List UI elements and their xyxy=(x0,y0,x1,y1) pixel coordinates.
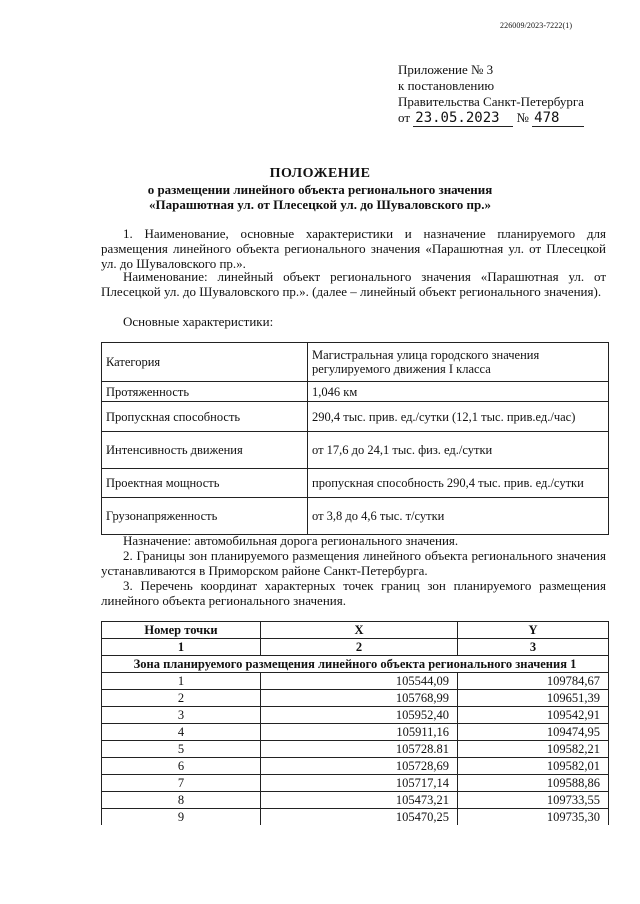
table-row xyxy=(102,741,609,758)
point-number: 1 xyxy=(102,673,261,690)
table-row xyxy=(102,382,609,402)
char-label: Категория xyxy=(102,343,308,382)
coordinates-table xyxy=(101,621,609,825)
coord-x: 105728,69 xyxy=(261,758,458,775)
coord-y: 109588,86 xyxy=(458,775,609,792)
from-label: от xyxy=(398,110,411,125)
point-number: 7 xyxy=(102,775,261,792)
coord-x: 105911,16 xyxy=(261,724,458,741)
table-row xyxy=(102,402,609,432)
coord-x: 105952,40 xyxy=(261,707,458,724)
table-row xyxy=(102,758,609,775)
subheader-cell: 2 xyxy=(261,639,458,656)
subheader-cell: 1 xyxy=(102,639,261,656)
point-number: 2 xyxy=(102,690,261,707)
paragraph-6: 3. Перечень координат характерных точек границ зон планируемого размещения линейного объекта регионального значения. xyxy=(101,578,606,608)
char-value: от 3,8 до 4,6 тыс. т/сутки xyxy=(308,498,609,535)
char-value: пропускная способность 290,4 тыс. прив. ед./сутки xyxy=(308,469,609,498)
char-label: Протяженность xyxy=(102,382,308,402)
point-number: 8 xyxy=(102,792,261,809)
table-row xyxy=(102,775,609,792)
char-value: 1,046 км xyxy=(308,382,609,402)
coord-x: 105768,99 xyxy=(261,690,458,707)
title-line-3: «Парашютная ул. от Плесецкой ул. до Шуваловского пр.» xyxy=(149,197,491,212)
char-label: Интенсивность движения xyxy=(102,432,308,469)
coord-y: 109651,39 xyxy=(458,690,609,707)
coord-x: 105473,21 xyxy=(261,792,458,809)
coord-y: 109474,95 xyxy=(458,724,609,741)
decree-date: 23.05.2023 xyxy=(413,110,513,127)
table-row xyxy=(102,707,609,724)
table-row xyxy=(102,792,609,809)
coord-x: 105470,25 xyxy=(261,809,458,826)
coord-y: 109733,55 xyxy=(458,792,609,809)
coord-x: 105544,09 xyxy=(261,673,458,690)
point-number: 4 xyxy=(102,724,261,741)
char-value: от 17,6 до 24,1 тыс. физ. ед./сутки xyxy=(308,432,609,469)
appendix-line-1: Приложение № 3 xyxy=(398,62,494,77)
header-x: X xyxy=(261,622,458,639)
table-row xyxy=(102,690,609,707)
appendix-line-2: к постановлению xyxy=(398,78,495,93)
table-row xyxy=(102,498,609,535)
point-number: 3 xyxy=(102,707,261,724)
characteristics-table xyxy=(101,342,609,535)
decree-number: 478 xyxy=(532,110,584,127)
subheader-row xyxy=(102,639,609,656)
header-row xyxy=(102,622,609,639)
coord-y: 109784,67 xyxy=(458,673,609,690)
table-row xyxy=(102,469,609,498)
appendix-block xyxy=(398,62,584,127)
coord-x: 105717,14 xyxy=(261,775,458,792)
point-number: 6 xyxy=(102,758,261,775)
table-row xyxy=(102,809,609,826)
header-point-number: Номер точки xyxy=(102,622,261,639)
subheader-cell: 3 xyxy=(458,639,609,656)
title-line-2: о размещении линейного объекта регионального значения xyxy=(147,182,493,197)
document-number: 226009/2023-7222(1) xyxy=(500,21,573,30)
table-row xyxy=(102,343,609,382)
header-y: Y xyxy=(458,622,609,639)
coord-x: 105728.81 xyxy=(261,741,458,758)
char-label: Грузонапряженность xyxy=(102,498,308,535)
coord-y: 109542,91 xyxy=(458,707,609,724)
coord-y: 109582,21 xyxy=(458,741,609,758)
char-value: 290,4 тыс. прив. ед./сутки (12,1 тыс. прив.ед./час) xyxy=(308,402,609,432)
char-label: Проектная мощность xyxy=(102,469,308,498)
paragraph-2: Наименование: линейный объект регионального значения «Парашютная ул. от Плесецкой ул. до Шуваловского пр.». (далее – линейный объект регионального значения). xyxy=(101,269,606,299)
paragraph-1: 1. Наименование, основные характеристики и назначение планируемого для размещения линейного объекта регионального значения «Парашютная ул. от Плесецкой ул. до Шуваловского пр.». xyxy=(101,226,606,271)
point-number: 5 xyxy=(102,741,261,758)
title-main: ПОЛОЖЕНИЕ xyxy=(269,166,371,181)
coord-y: 109735,30 xyxy=(458,809,609,826)
paragraph-3: Основные характеристики: xyxy=(123,314,274,329)
document-title xyxy=(0,166,640,212)
zone-row xyxy=(102,656,609,673)
zone-title: Зона планируемого размещения линейного объекта регионального значения 1 xyxy=(102,656,609,673)
table-row xyxy=(102,673,609,690)
table-row xyxy=(102,724,609,741)
paragraph-5: 2. Границы зон планируемого размещения линейного объекта регионального значения устанавливаются в Приморском районе Санкт-Петербурга. xyxy=(101,548,606,578)
coord-y: 109582,01 xyxy=(458,758,609,775)
table-row xyxy=(102,432,609,469)
number-label: № xyxy=(516,110,529,125)
char-label: Пропускная способность xyxy=(102,402,308,432)
char-value: Магистральная улица городского значения регулируемого движения I класса xyxy=(308,343,609,382)
appendix-line-3: Правительства Санкт-Петербурга xyxy=(398,94,584,109)
appendix-date-line xyxy=(398,110,584,127)
point-number: 9 xyxy=(102,809,261,826)
paragraph-4: Назначение: автомобильная дорога регионального значения. xyxy=(123,533,459,548)
